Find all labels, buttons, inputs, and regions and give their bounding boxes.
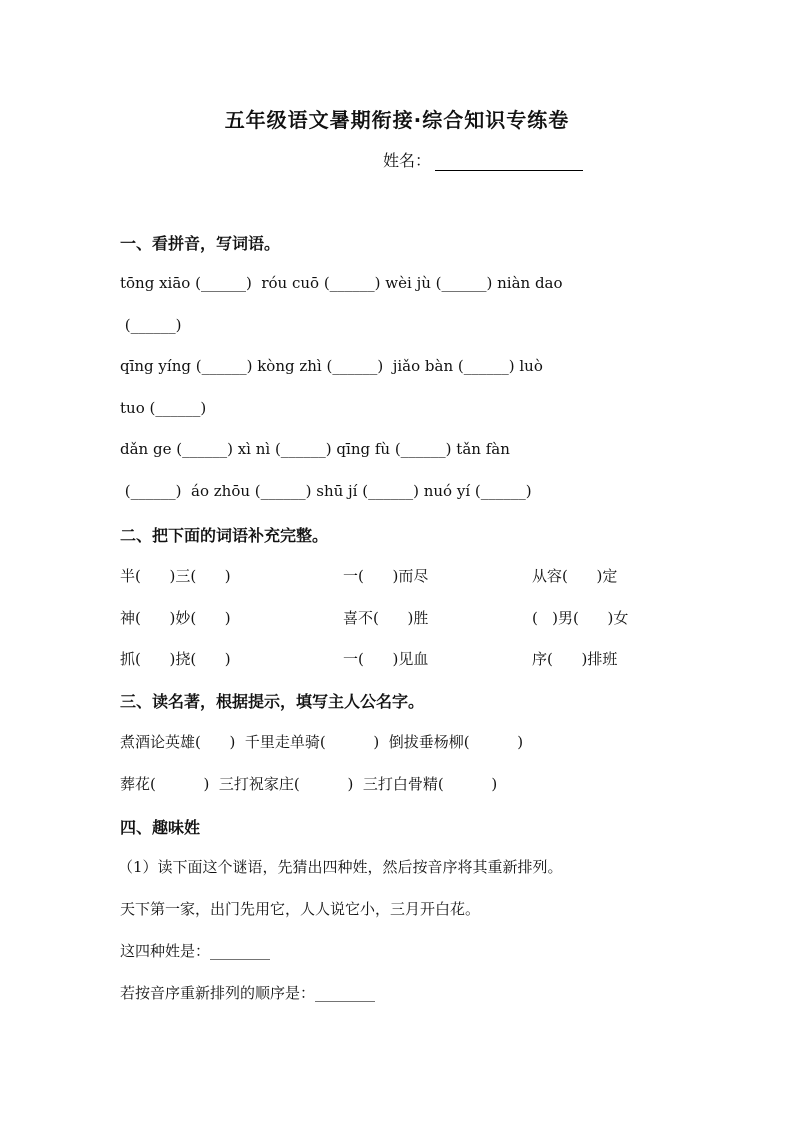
idiom-cell: 从容( )定 — [532, 567, 618, 585]
idiom-cell: 半( )三( ) — [120, 567, 231, 585]
pinyin-line: tuo (______) — [120, 399, 207, 417]
section1-heading: 一、看拼音，写词语。 — [120, 234, 281, 253]
pinyin-line: (______) áo zhōu (______) shū jí (______) nuó yí (______) — [120, 482, 532, 500]
surname-answer-line: 这四种姓是：________ — [120, 942, 271, 960]
name-label: 姓名： — [383, 151, 432, 170]
page-title: 五年级语文暑期衔接·综合知识专练卷 — [224, 108, 570, 132]
section3-heading: 三、读名著，根据提示，填写主人公名字。 — [120, 692, 425, 711]
name-blank-line[interactable] — [435, 152, 583, 171]
section4-heading: 四、趣味姓 — [120, 818, 201, 837]
pinyin-line: qīng yíng (______) kòng zhì (______) jiǎo bàn (______) luò — [120, 357, 543, 375]
idiom-cell: ( )男( )女 — [532, 609, 629, 627]
riddle-instruction: （1）读下面这个谜语，先猜出四种姓，然后按音序将其重新排列。 — [118, 858, 563, 876]
pinyin-line: (______) — [120, 316, 182, 334]
section2-heading: 二、把下面的词语补充完整。 — [120, 526, 329, 545]
pinyin-line: tōng xiāo (______) róu cuō (______) wèi jù (______) niàn dao — [120, 274, 563, 292]
idiom-cell: 抓( )挠( ) — [120, 650, 231, 668]
idiom-cell: 一( )见血 — [343, 650, 429, 668]
idiom-cell: 一( )而尽 — [343, 567, 429, 585]
idiom-cell: 喜不( )胜 — [343, 609, 429, 627]
riddle-text: 天下第一家，出门先用它，人人说它小，三月开白花。 — [120, 900, 481, 918]
idiom-cell: 序( )排班 — [532, 650, 618, 668]
order-answer-line: 若按音序重新排列的顺序是：________ — [120, 984, 376, 1002]
name-field — [383, 148, 583, 171]
pinyin-line: dǎn ge (______) xì nì (______) qīng fù (______) tǎn fàn — [120, 440, 510, 458]
idiom-cell: 神( )妙( ) — [120, 609, 231, 627]
classic-novel-line: 葬花( ) 三打祝家庄( ) 三打白骨精( ) — [120, 775, 498, 793]
classic-novel-line: 煮酒论英雄( ) 千里走单骑( ) 倒拔垂杨柳( ) — [120, 733, 524, 751]
